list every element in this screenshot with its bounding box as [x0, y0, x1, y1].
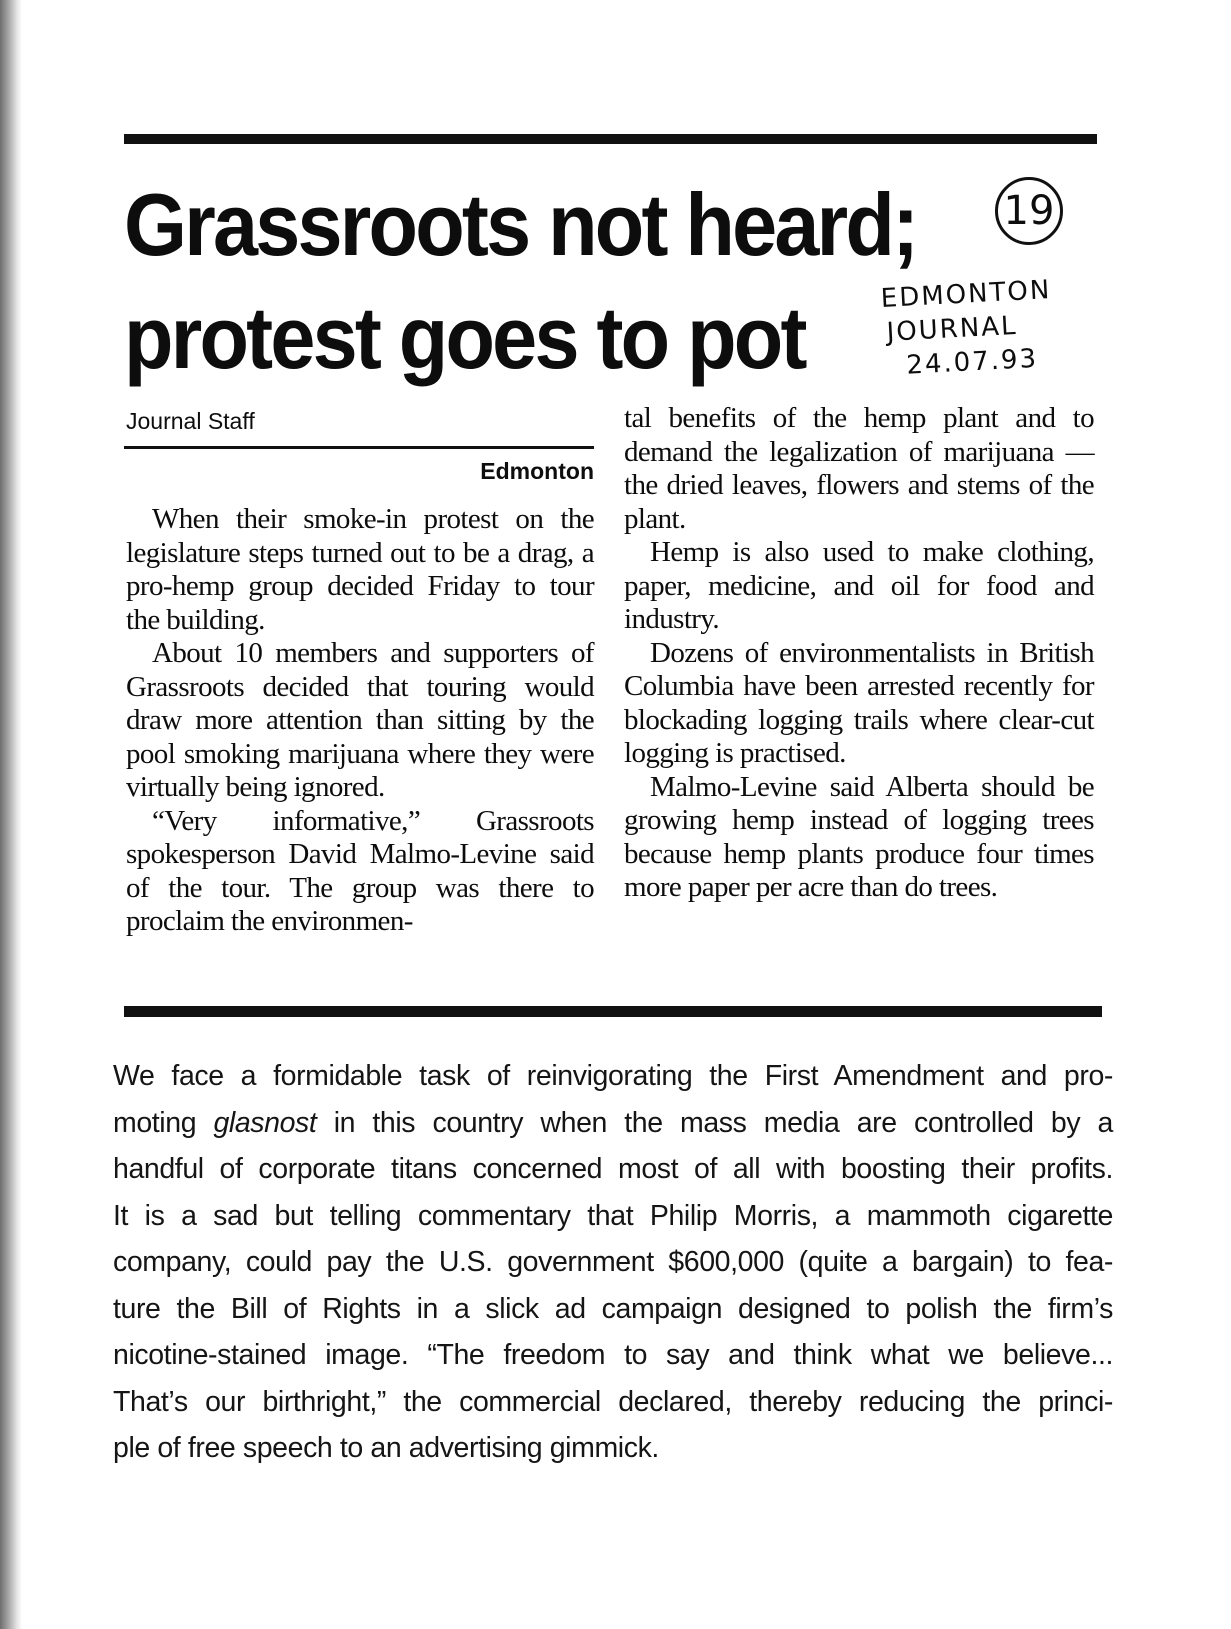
paragraph: About 10 members and supporters of Grassroots decided that touring would draw more attention than sitting by the pool smoking marijuana where they were virtually being ignored.: [126, 637, 594, 803]
paragraph: tal benefits of the hemp plant and to demand the legalization of marijuana — the dried leaves, flowers and stems of the plant.: [624, 402, 1094, 535]
top-rule: [124, 134, 1097, 144]
italic-term: glasnost: [213, 1106, 317, 1139]
excerpt-line: ture the Bill of Rights in a slick ad campaign designed to polish the firm’s: [113, 1292, 1113, 1325]
headline: [124, 168, 917, 394]
handnote-line-2: JOURNAL: [885, 310, 1019, 348]
handnote-line-3: 24.07.93: [905, 343, 1039, 381]
book-excerpt: [113, 1053, 1113, 1472]
page-number-circle: 19: [995, 177, 1063, 245]
excerpt-line: handful of corporate titans concerned most of all with boosting their profits.: [113, 1153, 1113, 1185]
excerpt-line: ple of free speech to an advertising gimmick.: [113, 1432, 659, 1464]
excerpt-line: That’s our birthright,” the commercial declared, thereby reducing the princi-: [113, 1385, 1113, 1418]
headline-line-2: protest goes to pot: [124, 288, 805, 387]
handnote-line-1: EDMONTON: [880, 275, 1053, 314]
article-column-right: [624, 402, 1094, 905]
paragraph: “Very informative,” Grassroots spokesperson David Malmo-Levine said of the tour. The group was there to proclaim the environmen-: [126, 804, 594, 937]
scan-edge-shadow: [0, 0, 22, 1629]
excerpt-line: We face a formidable task of reinvigorating the First Amendment and pro-: [113, 1060, 1113, 1092]
paragraph: Dozens of environmentalists in British Columbia have been arrested recently for blockading logging trails where clear-cut logging is practised.: [624, 636, 1094, 769]
bottom-rule: [124, 1006, 1102, 1017]
dateline: Edmonton: [480, 458, 594, 484]
paragraph: When their smoke-in protest on the legislature steps turned out to be a drag, a pro-hemp group decided Friday to tour the building.: [126, 503, 594, 636]
excerpt-line: nicotine-stained image. “The freedom to say and think what we believe...: [113, 1339, 1113, 1371]
headline-line-1: Grassroots not heard;: [124, 175, 917, 274]
excerpt-line: moting glasnost in this country when the mass media are controlled by a: [113, 1106, 1113, 1139]
paragraph: Malmo-Levine said Alberta should be growing hemp instead of logging trees because hemp plants produce four times more paper per acre than do trees.: [624, 770, 1094, 903]
handwritten-source-note: [880, 270, 1105, 383]
article-column-left: [126, 503, 594, 939]
byline-rule: [124, 446, 594, 449]
excerpt-line: It is a sad but telling commentary that Philip Morris, a mammoth cigarette: [113, 1199, 1113, 1232]
excerpt-line: company, could pay the U.S. government $600,000 (quite a bargain) to fea-: [113, 1246, 1113, 1278]
paragraph: Hemp is also used to make clothing, paper, medicine, and oil for food and industry.: [624, 536, 1094, 635]
byline: Journal Staff: [126, 408, 255, 434]
